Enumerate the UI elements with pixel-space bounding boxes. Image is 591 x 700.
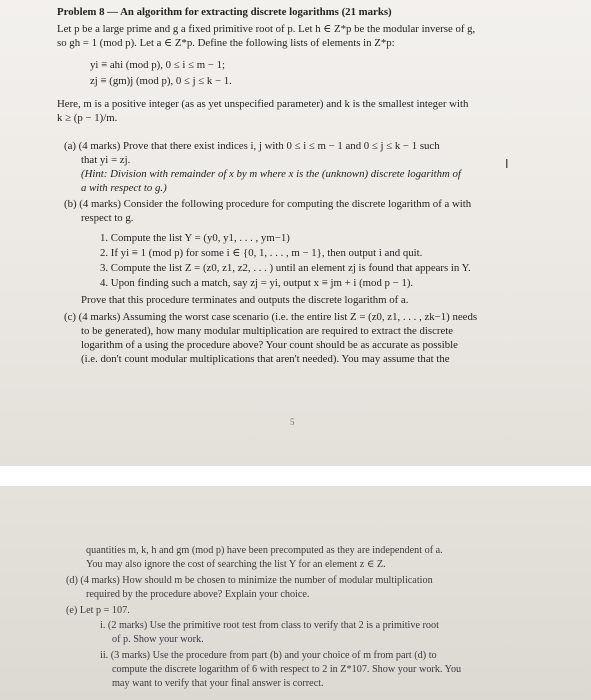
part-b-step-3: 3. Compute the list Z = (z0, z1, z2, . . . ) until an element zj is found that appears in Y. (100, 262, 471, 274)
part-c-cont-2: You may also ignore the cost of searching the list Y for an element z ∈ Z. (86, 559, 386, 570)
part-e-i-line-2: of p. Show your work. (112, 634, 204, 645)
part-c-line-2: to be generated), how many modular multiplication are required to extract the discrete (81, 325, 454, 337)
problem-title: Problem 8 — An algorithm for extracting discrete logarithms (21 marks) (57, 6, 392, 18)
part-c-line-4: (i.e. don't count modular multiplications that aren't needed). You may assume that the (81, 353, 450, 365)
part-c-line-3: logarithm of a using the procedure above? Your count should be as accurate as possible (81, 339, 458, 351)
part-b-step-2: 2. If yi ≡ 1 (mod p) for some i ∈ {0, 1, . . . , m − 1}, then output i and quit. (100, 247, 423, 259)
page-bottom (0, 486, 591, 700)
intro-line-1: Let p be a large prime and g a fixed primitive root of p. Let h ∈ Z*p be the modular inverse of g, (57, 23, 476, 35)
part-a-hint-1: (Hint: Division with remainder of x by m where x is the (unknown) discrete logarithm of (81, 168, 461, 180)
part-e-i-line-1: i. (2 marks) Use the primitive root test from class to verify that 2 is a primitive root (100, 620, 439, 631)
part-a-hint-2: a with respect to g.) (81, 182, 167, 194)
part-b-step-1: 1. Compute the list Y = (y0, y1, . . . , ym−1) (100, 232, 290, 244)
part-e-ii-line-1: ii. (3 marks) Use the procedure from part (b) and your choice of m from part (d) to (100, 650, 437, 661)
intro-line-2: so gh = 1 (mod p). Let a ∈ Z*p. Define the following lists of elements in Z*p: (57, 37, 395, 49)
text-cursor-icon: I (505, 157, 509, 171)
part-b-line-2: respect to g. (81, 212, 134, 224)
part-d-line-1: (d) (4 marks) How should m be chosen to minimize the number of modular multiplication (66, 575, 433, 586)
part-b-prove: Prove that this procedure terminates and outputs the discrete logarithm of a. (81, 294, 409, 306)
here-line-1: Here, m is a positive integer (as as yet unspecified parameter) and k is the smallest integer with (57, 98, 469, 110)
page-break (0, 466, 591, 486)
part-c-cont-1: quantities m, k, h and gm (mod p) have been precomputed as they are independent of a. (86, 545, 443, 556)
here-line-2: k ≥ (p − 1)/m. (57, 112, 118, 124)
part-b-line-1: (b) (4 marks) Consider the following procedure for computing the discrete logarithm of a with (64, 198, 472, 210)
part-c-line-1: (c) (4 marks) Assuming the worst case scenario (i.e. the entire list Z = (z0, z1, . . . , zk−1) needs (64, 311, 478, 323)
part-e-line-1: (e) Let p = 107. (66, 605, 130, 616)
page-number: 5 (290, 417, 295, 427)
equation-z: zj ≡ (gm)j (mod p), 0 ≤ j ≤ k − 1. (90, 75, 232, 87)
part-d-line-2: required by the procedure above? Explain your choice. (86, 589, 310, 600)
part-a-line-2: that yi = zj. (81, 154, 131, 166)
part-e-ii-line-2: compute the discrete logarithm of 6 with respect to 2 in Z*107. Show your work. You (112, 664, 462, 675)
part-a-line-1: (a) (4 marks) Prove that there exist indices i, j with 0 ≤ i ≤ m − 1 and 0 ≤ j ≤ k − 1 such (64, 140, 440, 152)
part-b-step-4: 4. Upon finding such a match, say zj = yi, output x ≡ jm + i (mod p − 1). (100, 277, 414, 289)
part-e-ii-line-3: may want to verify that your final answer is correct. (112, 678, 324, 689)
equation-y: yi ≡ ahi (mod p), 0 ≤ i ≤ m − 1; (90, 59, 225, 71)
